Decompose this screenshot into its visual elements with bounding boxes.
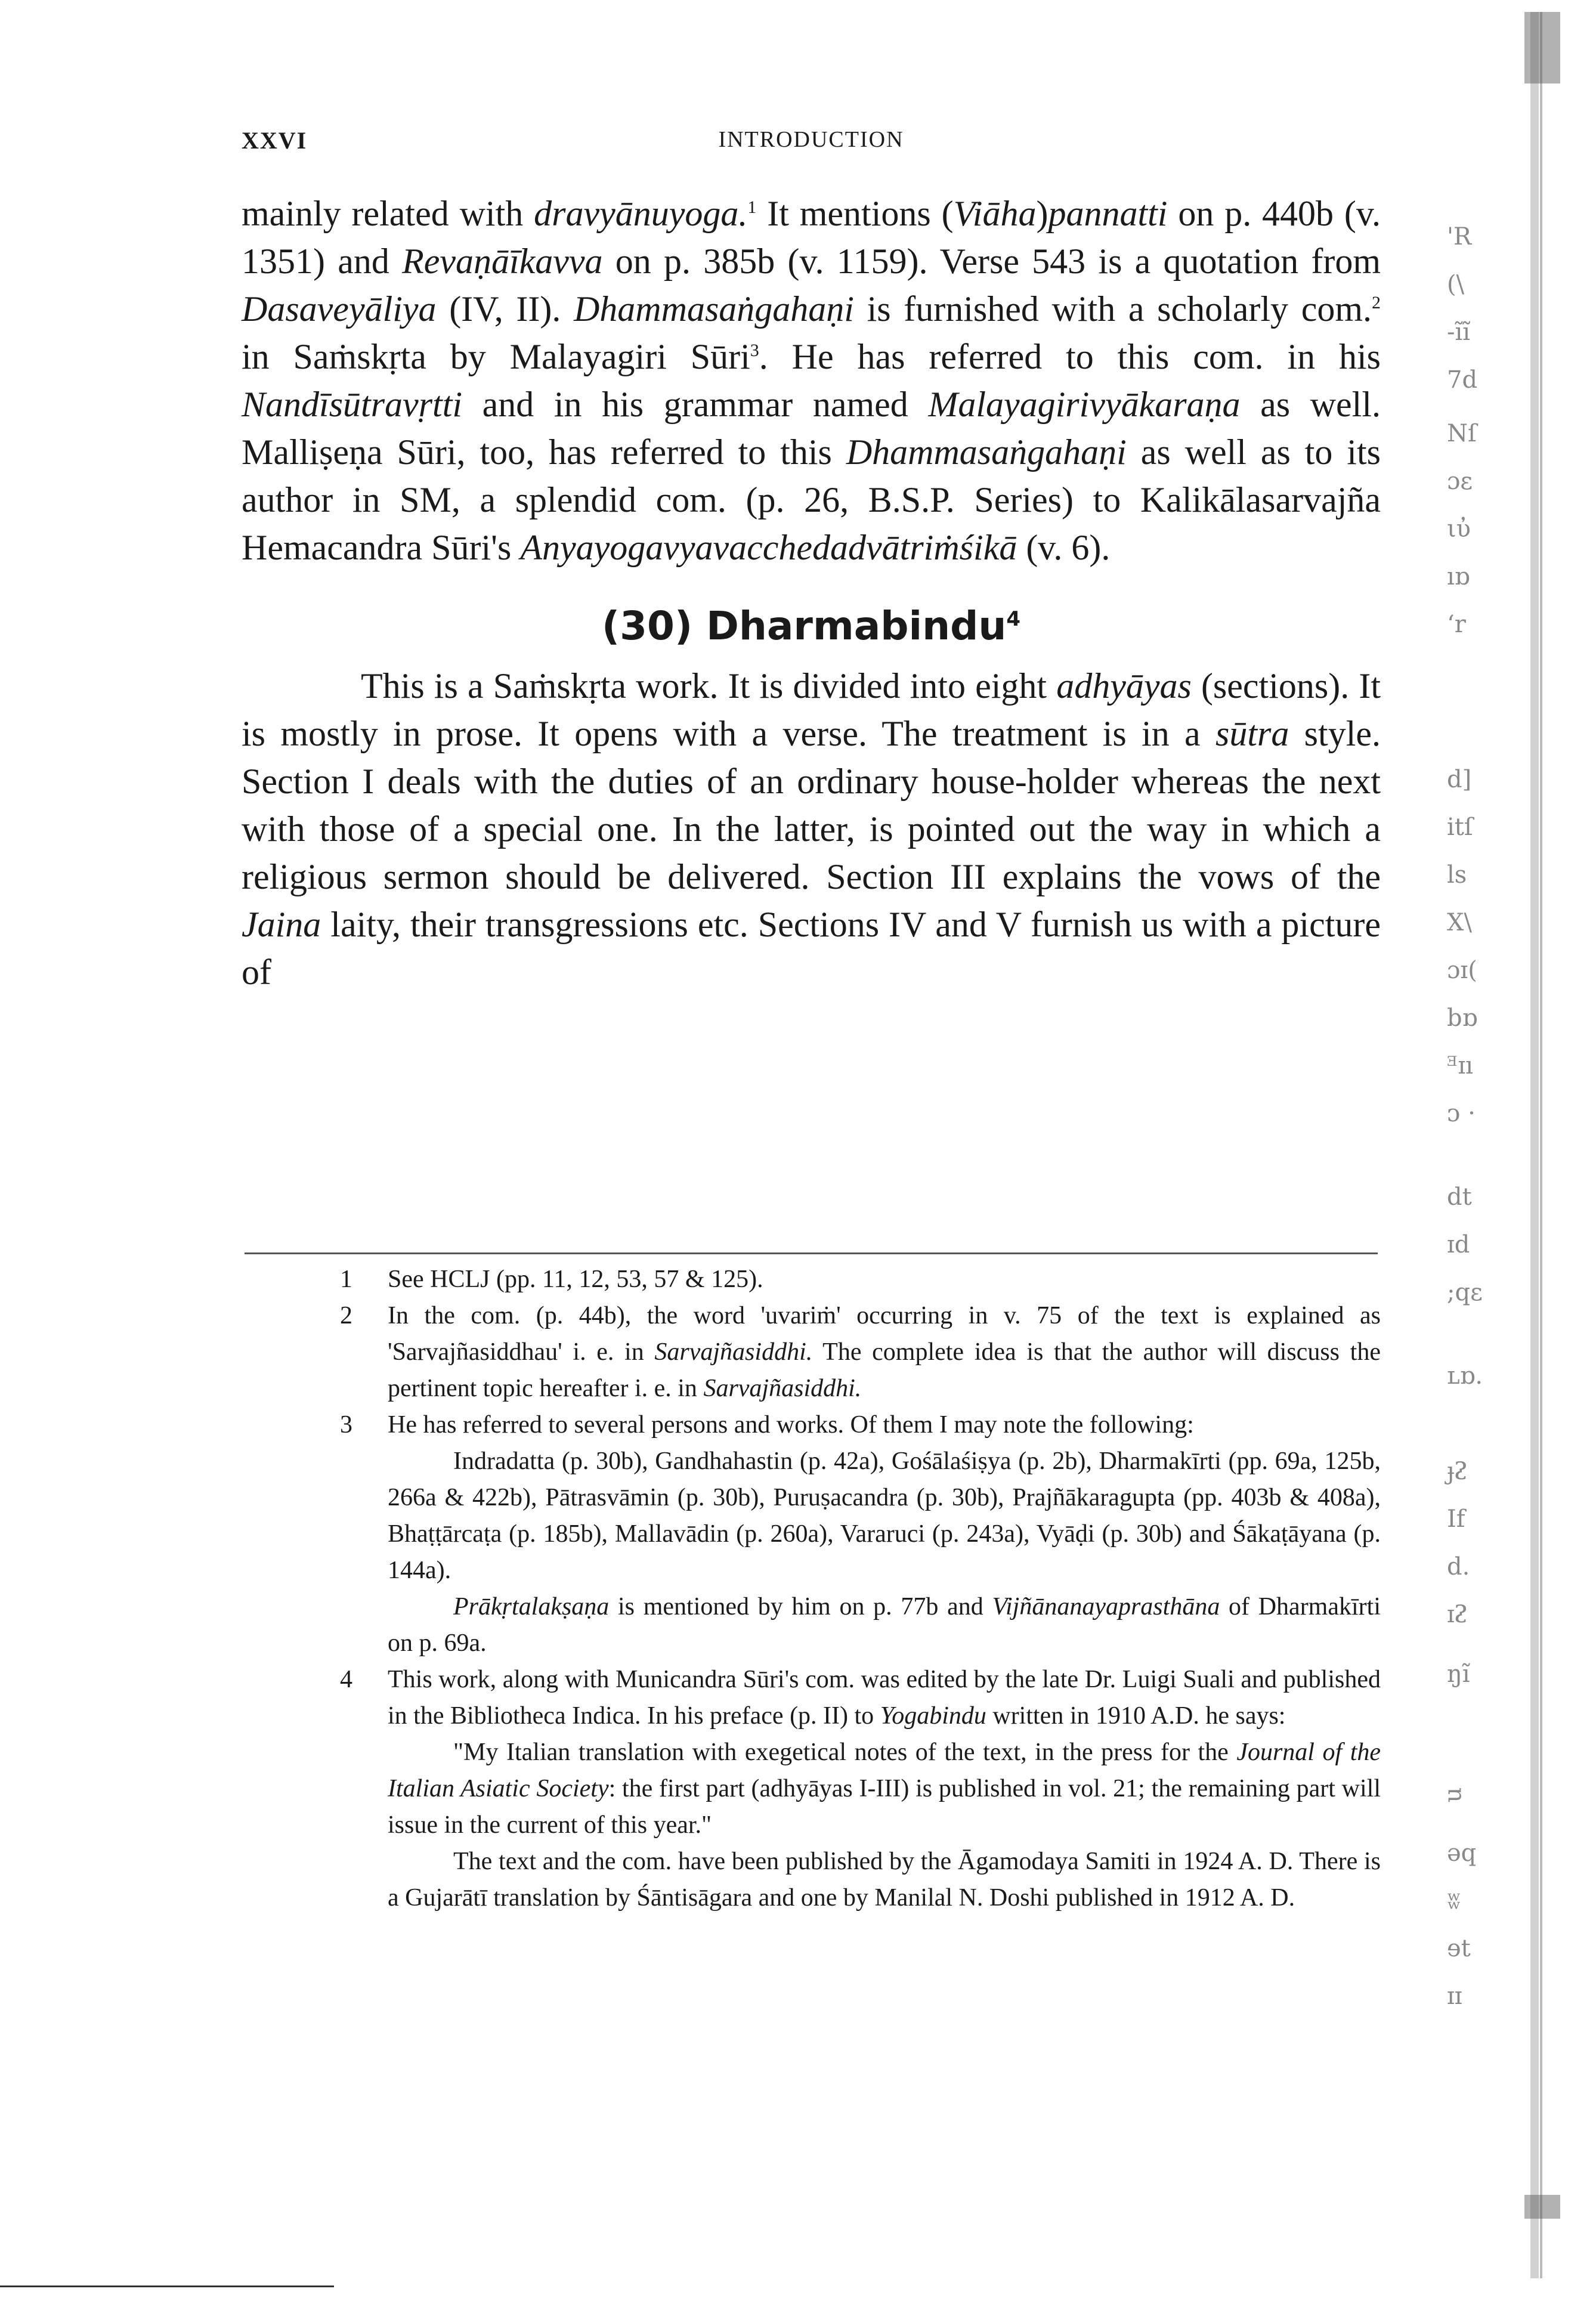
text-run: on p. 440b (v. 1351) and [242,194,1381,281]
margin-fragment: ls [1447,861,1467,889]
margin-fragment: (\ [1447,271,1465,298]
margin-fragment: bɒ [1447,1004,1478,1032]
footnote-3 [242,1407,1381,1662]
paragraph-dharmabindu [242,662,1381,996]
footnote-text: See HCLJ (pp. 11, 12, 53, 57 & 125). [388,1266,763,1293]
italic-term: Journal of the Italian Asiatic Society [388,1739,1381,1802]
text-run: : the first part (adhyāyas I-III) is published in vol. 21; the remaining part will issue in the current of this year." [388,1775,1381,1839]
text-run: This is a Saṁskṛta work. It is divided into eight [361,666,1057,706]
text-run: (IV, II). [436,289,574,329]
text-run: (sections). It is mostly in prose. It opens with a verse. The treatment is in a [242,666,1381,753]
footnote-number: 2 [340,1302,352,1329]
italic-term: Dasaveyāliya [242,289,437,329]
margin-fragment: ᴲɪı [1447,1052,1473,1080]
margin-fragment: ʻr [1447,611,1466,638]
italic-term: Jaina [242,905,321,944]
italic-term: Sarvajñasiddhi. [703,1375,862,1402]
text-run: style. Section I deals with the duties of an ordinary house-holder whereas the next with those of a special one. In the latter, is pointed out the way in which a religious sermon should be delivered. Section III explains the vows of the [242,714,1381,896]
margin-fragment: 7d [1447,366,1478,394]
italic-term: Dhammasaṅgahaṇi [846,432,1127,472]
margin-fragment: dt [1447,1183,1472,1211]
footnote-text: He has referred to several persons and works. Of them I may note the following: [388,1411,1194,1439]
text-run: of Dharmakīrti on p. 69a. [388,1593,1381,1657]
italic-term: Viāha [953,194,1037,233]
margin-fragment: ɔɛ [1447,468,1473,495]
margin-fragment: ǝq [1447,1839,1477,1867]
scan-bottom-line [0,2285,334,2287]
italic-term: adhyāyas [1056,666,1192,706]
footnote-text [388,1662,1381,1734]
margin-fragment: -ĩĩ [1447,318,1471,346]
text-run: in Saṁskṛta by Malayagiri Sūri [242,337,750,376]
footnote-ref: 3 [750,341,759,360]
text-run: is furnished with a scholarly com. [853,289,1372,329]
footnote-4 [242,1662,1381,1916]
italic-term: Yogabindu [880,1702,986,1730]
footnote-ref: 1 [747,197,757,217]
footnotes [242,1261,1381,1916]
text-run: . He has referred to this com. in his [759,337,1381,376]
text-run: laity, their transgressions etc. Sections IV and V furnish us with a picture of [242,905,1381,992]
margin-fragment: Nſ [1447,420,1477,447]
footnote-ref: 4 [1006,607,1021,631]
italic-term: Anyayogavyavacchedadvātriṁśikā [520,528,1017,567]
italic-term: Sarvajñasiddhi. [654,1338,813,1366]
footnote-2 [242,1298,1381,1407]
margin-fragment: ᴐ · [1447,1100,1476,1127]
paragraph-dhammasangahani [242,190,1381,571]
section-title: (30) Dharmabindu [601,603,1007,649]
italic-term: Malayagirivyākaraṇa [928,385,1241,424]
text-run: mainly related with [242,194,534,233]
margin-fragment: ιὐ [1447,515,1471,543]
text-run: written in 1910 A.D. he says: [986,1702,1286,1730]
margin-fragment: ;qɛ [1447,1279,1483,1306]
footnote-1 [242,1261,1381,1298]
text-run: The complete idea is that the author will discuss the pertinent topic hereafter i. e. in [388,1338,1381,1402]
margin-fragment: ɟᴤ [1447,1458,1467,1485]
margin-fragment: ŋĩ [1447,1660,1470,1688]
scan-edge-bleed [1435,12,1572,2278]
text-run: as well. Malliṣeṇa Sūri, too, has referred to this [242,385,1381,472]
margin-fragment: itſ [1447,814,1473,841]
margin-fragment: 'R [1447,223,1472,250]
margin-fragment: ʟɒ. [1447,1362,1483,1390]
italic-term: Revaṇāīkavva [402,242,603,281]
running-title: INTRODUCTION [718,127,904,152]
text-run: is mentioned by him on p. 77b and [609,1593,992,1620]
margin-fragment: ɘt [1447,1935,1471,1962]
margin-fragment: ɪᴤ [1447,1601,1468,1628]
text-run: It mentions ( [756,194,954,233]
footnote-ref: 2 [1372,293,1381,313]
footnote-sub-paragraph [388,1589,1381,1662]
text-run: as well as to its author in SM, a splendid com. (p. 26, B.S.P. Series) to Kalikālasarvajña Hemacandra Sūri's [242,432,1381,567]
margin-fragment: ıɒ [1447,563,1470,590]
text-run: In the com. (p. 44b), the word 'uvariṁ' occurring in v. 75 of the text is explained as 'Sarvajñasiddhau' i. e. in [388,1302,1381,1366]
footnote-separator [245,1252,1378,1254]
margin-fragment: ᴝ [1447,1780,1463,1807]
text-run: ) [1036,194,1048,233]
margin-fragment: ɔɪ( [1447,957,1477,984]
margin-fragment: ʬ [1447,1887,1461,1915]
text-run: and in his grammar named [462,385,929,424]
footnote-number: 4 [340,1666,352,1693]
margin-fragment: ɪd [1447,1231,1470,1258]
italic-term: pannatti [1048,194,1168,233]
footnote-number: 3 [340,1411,352,1439]
margin-fragment: X\ [1447,909,1472,936]
italic-term: Nandīsūtravṛtti [242,385,463,424]
footnote-sub-paragraph: The text and the com. have been published by the Āgamodaya Samiti in 1924 A. D. There is a Gujarātī translation by Śāntisāgara and one by Manilal N. Doshi published in 1912 A. D. [388,1848,1381,1912]
italic-term: Prākṛtalakṣaṇa [453,1593,610,1620]
footnote-number: 1 [340,1266,352,1293]
text-run: This work, along with Municandra Sūri's com. was edited by the late Dr. Luigi Suali and published in the Bibliotheca Indica. In his preface (p. II) to [388,1666,1381,1730]
italic-term: sūtra [1215,714,1289,753]
main-text [242,190,1381,996]
text-run: on p. 385b (v. 1159). Verse 543 is a quotation from [602,242,1381,281]
margin-fragment: d] [1447,766,1472,793]
text-run: (v. 6). [1017,528,1111,567]
page-number: XXVI [242,127,308,154]
section-heading [242,589,1381,656]
block-quote [388,1734,1381,1844]
italic-term: dravyānuyoga. [534,194,748,233]
running-head [242,126,1381,162]
italic-term: Vijñānanayaprasthāna [992,1593,1220,1620]
name-list: Indradatta (p. 30b), Gandhahastin (p. 42a), Gośālaśiṣya (p. 2b), Dharmakīrti (pp. 69a, 125b, 266a & 422b), Pātrasvāmin (p. 30b), Puruṣacandra (p. 30b), Prajñākaragupta (pp. 403b & 408a), Bhaṭṭārcaṭa (p. 185b), Mallavādin (p. 260a), Vararuci (p. 243a), Vyāḍi (p. 30b) and Śākaṭāyana (p. 144a). [388,1448,1381,1584]
margin-fragment: If [1447,1505,1465,1533]
margin-fragment: ɪɪ [1447,1983,1462,2010]
text-run: "My Italian translation with exegetical notes of the text, in the press for the [453,1739,1237,1766]
margin-fragment: d. [1447,1553,1470,1581]
italic-term: Dhammasaṅgahaṇi [573,289,854,329]
